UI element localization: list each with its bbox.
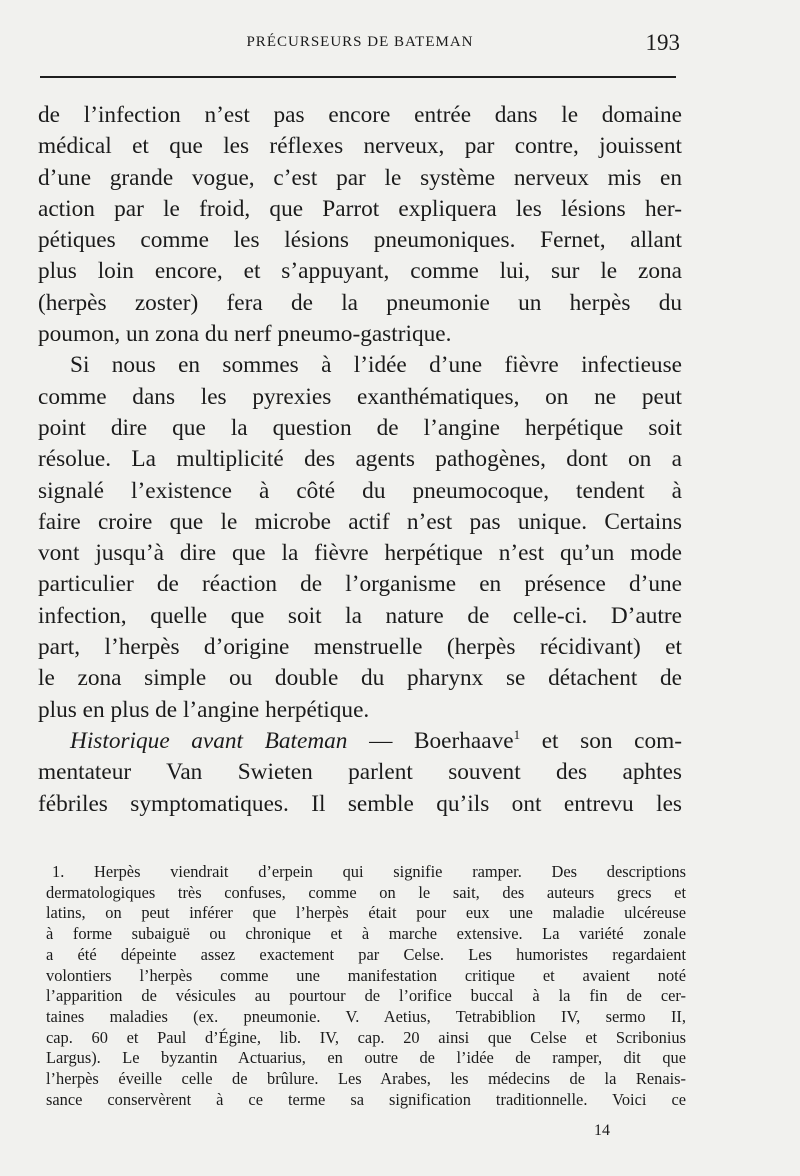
text-line: point dire que la question de l’angine herpétique soit <box>38 414 682 441</box>
historique-heading: Historique avant Bateman <box>70 727 348 754</box>
footnote-line: dermatologiques très confuses, comme on le sait, des auteurs grecs et <box>46 882 686 902</box>
running-head: PRÉCURSEURS DE BATEMAN <box>246 34 474 50</box>
text-line: part, l’herpès d’origine menstruelle (herpès récidivant) et <box>38 634 682 661</box>
footnote-line: à forme subaiguë ou chronique et à marche extensive. La variété zonale <box>46 924 686 944</box>
text-line: (herpès zoster) fera de la pneumonie un herpès du <box>38 289 682 316</box>
footnote-line: taines maladies (ex. pneumonie. V. Aetius, Tetrabiblion IV, sermo II, <box>46 1006 686 1026</box>
text-line: comme dans les pyrexies exanthématiques, on ne peut <box>38 383 682 410</box>
text-line: signalé l’existence à côté du pneumocoque, tendent à <box>38 477 682 504</box>
page-header <box>40 30 680 60</box>
text-line: infection, quelle que soit la nature de celle-ci. D’autre <box>38 602 682 629</box>
page-number: 193 <box>645 30 680 55</box>
signature-mark: 14 <box>594 1122 610 1139</box>
text-line: plus en plus de l’angine herpétique. <box>38 696 370 723</box>
text-line: action par le froid, que Parrot expliquera les lésions her- <box>38 195 682 222</box>
footnote-line: sance conservèrent à ce terme sa signification traditionnelle. Voici ce <box>46 1089 686 1109</box>
footnote-line: Largus). Le byzantin Actuarius, en outre de l’idée de ramper, dit que <box>46 1048 686 1068</box>
footnotes <box>46 862 686 1110</box>
footnote-line: cap. 60 et Paul d’Égine, lib. IV, cap. 20 ainsi que Celse et Scribonius <box>46 1027 686 1047</box>
text-line: le zona simple ou double du pharynx se détachent de <box>38 665 682 692</box>
text-line: particulier de réaction de l’organisme en présence d’une <box>38 571 682 598</box>
text-line: médical et que les réflexes nerveux, par contre, jouissent <box>38 133 682 160</box>
text-line: d’une grande vogue, c’est par le système nerveux mis en <box>38 164 682 191</box>
footnote-ref: 1 <box>513 727 521 743</box>
footnote-line: volontiers l’herpès comme une manifestation critique et avaient noté <box>46 965 686 985</box>
text-line: poumon, un zona du nerf pneumo-gastrique. <box>38 321 452 348</box>
footnote-line: l’apparition de vésicules au pourtour de l’orifice buccal à la fin de cer- <box>46 986 686 1006</box>
text-line: résolue. La multiplicité des agents pathogènes, dont on a <box>38 446 682 473</box>
text-line: faire croire que le microbe actif n’est pas unique. Certains <box>38 508 682 535</box>
text-line: fébriles symptomatiques. Il semble qu’ils ont entrevu les <box>38 790 682 817</box>
historique-tail: et son com- <box>520 727 682 754</box>
footnote-line: latins, on peut inférer que l’herpès était pour eux une maladie ulcéreuse <box>46 903 686 923</box>
footnote-line: 1. Herpès viendrait d’erpein qui signifie ramper. Des descriptions <box>52 862 686 881</box>
text-line: Si nous en sommes à l’idée d’une fièvre infectieuse <box>70 352 682 379</box>
main-text <box>38 100 682 820</box>
text-line: mentateur Van Swieten parlent souvent des aphtes <box>38 759 682 786</box>
historique-line <box>38 726 682 757</box>
text-line: de l’infection n’est pas encore entrée dans le domaine <box>38 102 682 128</box>
historique-text: — Boerhaave <box>347 727 514 754</box>
header-rule <box>40 76 676 78</box>
text-line: vont jusqu’à dire que la fièvre herpétique n’est qu’un mode <box>38 540 682 567</box>
footnote-line: a été dépeinte assez exactement par Celse. Les humoristes regardaient <box>46 944 686 964</box>
text-line: plus loin encore, et s’appuyant, comme lui, sur le zona <box>38 258 682 285</box>
footnote-line: l’herpès éveille celle de brûlure. Les Arabes, les médecins de la Renais- <box>46 1069 686 1089</box>
text-line: pétiques comme les lésions pneumoniques. Fernet, allant <box>38 227 682 254</box>
